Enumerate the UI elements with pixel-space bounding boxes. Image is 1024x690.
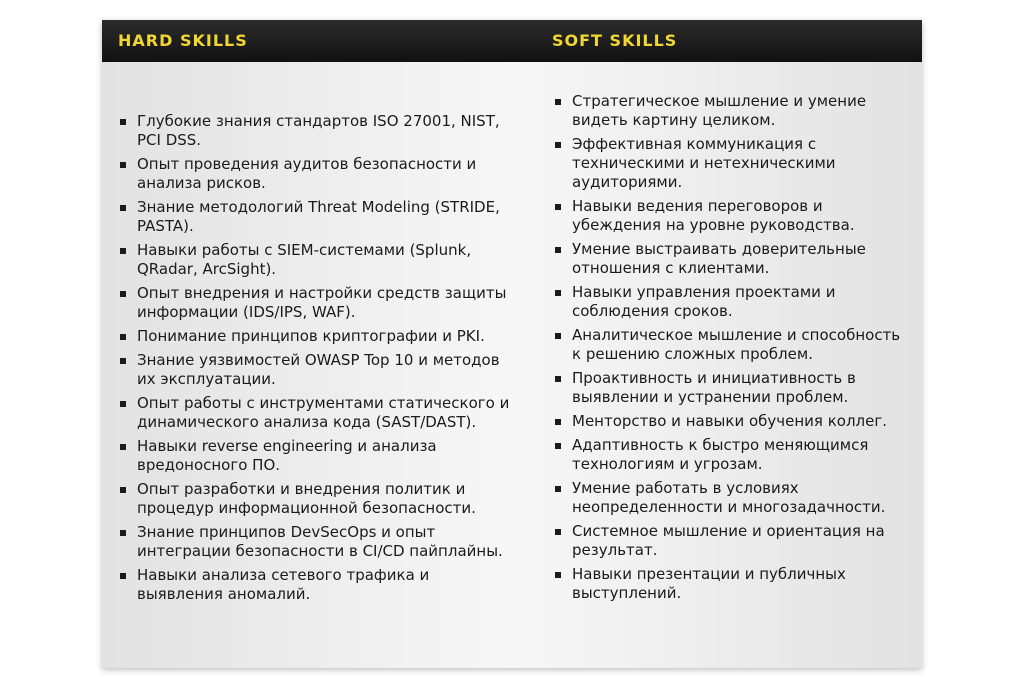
hard-skill-item: [118, 394, 518, 432]
soft-skill-text: Системное мышление и ориентация на результат.: [572, 522, 885, 559]
soft-skill-item: [553, 240, 913, 278]
soft-skills-list: [553, 92, 913, 608]
square-bullet-icon: [120, 530, 126, 536]
hard-skill-text: Навыки работы с SIEM-системами (Splunk, QRadar, ArcSight).: [137, 241, 472, 278]
hard-skill-item: [118, 198, 518, 236]
hard-skill-item: [118, 480, 518, 518]
hard-skill-text: Понимание принципов криптографии и PKI.: [137, 327, 485, 345]
soft-skill-text: Навыки презентации и публичных выступлений.: [572, 565, 846, 602]
hard-skill-item: [118, 437, 518, 475]
hard-skill-item: [118, 284, 518, 322]
soft-skill-item: [553, 135, 913, 192]
soft-skill-item: [553, 92, 913, 130]
square-bullet-icon: [555, 443, 561, 449]
soft-skill-item: [553, 412, 913, 431]
hard-skill-text: Знание методологий Threat Modeling (STRIDE, PASTA).: [137, 198, 500, 235]
square-bullet-icon: [555, 142, 561, 148]
hard-skill-text: Навыки анализа сетевого трафика и выявления аномалий.: [137, 566, 430, 603]
soft-skill-text: Навыки ведения переговоров и убеждения на уровне руководства.: [572, 197, 855, 234]
soft-skill-item: [553, 436, 913, 474]
soft-skill-text: Аналитическое мышление и способность к решению сложных проблем.: [572, 326, 901, 363]
square-bullet-icon: [120, 573, 126, 579]
hard-skill-item: [118, 351, 518, 389]
soft-skill-text: Проактивность и инициативность в выявлении и устранении проблем.: [572, 369, 856, 406]
soft-skill-text: Адаптивность к быстро меняющимся технологиям и угрозам.: [572, 436, 869, 473]
hard-skill-text: Опыт внедрения и настройки средств защиты информации (IDS/IPS, WAF).: [137, 284, 507, 321]
square-bullet-icon: [555, 99, 561, 105]
soft-skill-text: Навыки управления проектами и соблюдения сроков.: [572, 283, 836, 320]
hard-skill-text: Опыт проведения аудитов безопасности и анализа рисков.: [137, 155, 477, 192]
square-bullet-icon: [120, 444, 126, 450]
square-bullet-icon: [555, 204, 561, 210]
square-bullet-icon: [555, 376, 561, 382]
square-bullet-icon: [555, 419, 561, 425]
hard-skill-text: Знание уязвимостей OWASP Top 10 и методов их эксплуатации.: [137, 351, 500, 388]
square-bullet-icon: [120, 334, 126, 340]
soft-skill-text: Умение выстраивать доверительные отношения с клиентами.: [572, 240, 866, 277]
soft-skill-text: Стратегическое мышление и умение видеть картину целиком.: [572, 92, 867, 129]
square-bullet-icon: [120, 487, 126, 493]
soft-skill-text: Умение работать в условиях неопределенности и многозадачности.: [572, 479, 886, 516]
square-bullet-icon: [120, 358, 126, 364]
hard-skill-item: [118, 566, 518, 604]
soft-skill-item: [553, 565, 913, 603]
soft-skill-item: [553, 522, 913, 560]
square-bullet-icon: [555, 529, 561, 535]
hard-skill-item: [118, 523, 518, 561]
square-bullet-icon: [120, 205, 126, 211]
hard-skills-title: HARD SKILLS: [118, 31, 248, 50]
soft-skill-item: [553, 283, 913, 321]
soft-skill-item: [553, 197, 913, 235]
square-bullet-icon: [120, 162, 126, 168]
hard-skill-item: [118, 112, 518, 150]
square-bullet-icon: [120, 119, 126, 125]
skills-card: [102, 20, 922, 668]
square-bullet-icon: [555, 572, 561, 578]
square-bullet-icon: [555, 290, 561, 296]
soft-skill-item: [553, 369, 913, 407]
hard-skill-item: [118, 327, 518, 346]
square-bullet-icon: [555, 247, 561, 253]
soft-skill-item: [553, 326, 913, 364]
square-bullet-icon: [555, 486, 561, 492]
soft-skill-text: Менторство и навыки обучения коллег.: [572, 412, 887, 430]
square-bullet-icon: [120, 291, 126, 297]
soft-skills-title: SOFT SKILLS: [552, 31, 678, 50]
soft-skill-item: [553, 479, 913, 517]
hard-skills-list: [118, 112, 518, 609]
hard-skill-text: Навыки reverse engineering и анализа вредоносного ПО.: [137, 437, 437, 474]
hard-skill-text: Опыт работы с инструментами статического и динамического анализа кода (SAST/DAST).: [137, 394, 510, 431]
hard-skill-text: Знание принципов DevSecOps и опыт интеграции безопасности в CI/CD пайплайны.: [137, 523, 503, 560]
hard-skill-text: Глубокие знания стандартов ISO 27001, NIST, PCI DSS.: [137, 112, 500, 149]
hard-skill-item: [118, 155, 518, 193]
hard-skill-item: [118, 241, 518, 279]
square-bullet-icon: [120, 248, 126, 254]
table-header: [102, 20, 922, 62]
square-bullet-icon: [555, 333, 561, 339]
hard-skill-text: Опыт разработки и внедрения политик и процедур информационной безопасности.: [137, 480, 476, 517]
square-bullet-icon: [120, 401, 126, 407]
soft-skill-text: Эффективная коммуникация с техническими и нетехническими аудиториями.: [572, 135, 836, 191]
